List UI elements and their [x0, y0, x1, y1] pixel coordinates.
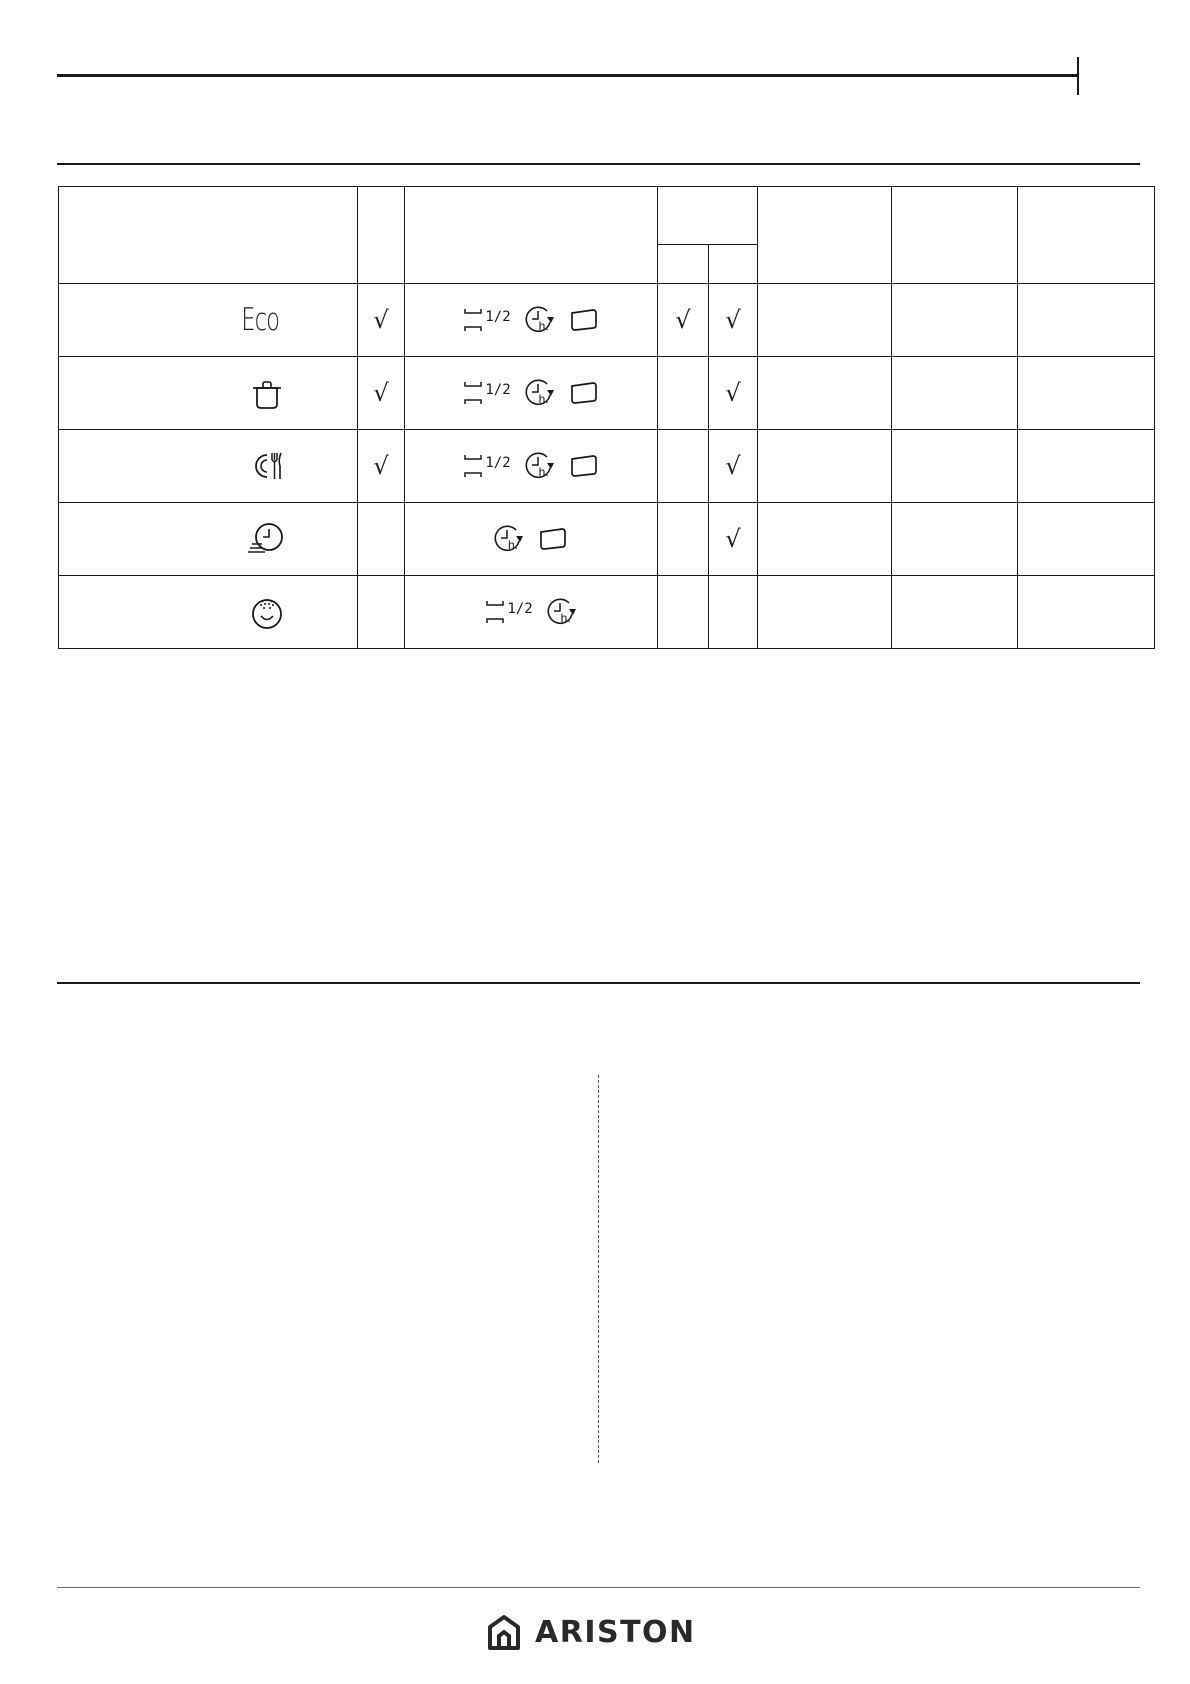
program-cell	[59, 430, 358, 503]
check-mark: √	[725, 525, 741, 553]
header-group	[658, 187, 758, 245]
options-cell	[405, 284, 658, 357]
check-mark: √	[725, 379, 741, 407]
section-rule-2	[57, 982, 1140, 984]
program-row-prewash	[59, 576, 1155, 649]
program-cell	[59, 284, 358, 357]
col8-cell	[1018, 357, 1155, 430]
header-sub2	[709, 245, 758, 284]
header-program	[59, 187, 358, 284]
delay-text: h.	[560, 611, 571, 625]
brand-logo	[487, 1614, 696, 1650]
sub2-cell	[709, 503, 758, 576]
col6-cell	[758, 284, 892, 357]
delay-text: h.	[538, 465, 549, 479]
half-load-rack-icon	[463, 453, 483, 479]
tablet-shape-icon	[569, 308, 599, 332]
program-cell	[59, 503, 358, 576]
programs-table-body	[59, 284, 1155, 649]
options-cell	[405, 430, 658, 503]
tablet-shape-icon	[569, 454, 599, 478]
delay-text: h.	[538, 392, 549, 406]
program-cell	[59, 357, 358, 430]
options-cell	[405, 576, 658, 649]
program-cell	[59, 576, 358, 649]
sub2-cell	[709, 284, 758, 357]
sub1-cell	[658, 357, 709, 430]
delay-text: h.	[508, 538, 519, 552]
half-load-icon	[463, 380, 510, 406]
col8-cell	[1018, 503, 1155, 576]
col6-cell	[758, 430, 892, 503]
tablet-icon	[569, 381, 599, 405]
col2-cell	[358, 430, 405, 503]
col8-cell	[1018, 430, 1155, 503]
delay-timer-icon	[525, 305, 555, 335]
col7-cell	[892, 284, 1018, 357]
check-mark: √	[373, 306, 389, 334]
half-load-icon	[463, 453, 510, 479]
program-row-intensive	[59, 357, 1155, 430]
prewash-icon	[247, 592, 287, 632]
programs-table	[58, 186, 1155, 649]
check-mark: √	[725, 306, 741, 334]
half-load-text: 1/2	[507, 601, 533, 617]
options-cell	[405, 357, 658, 430]
footer-rule	[57, 1587, 1140, 1588]
sub2-cell	[709, 357, 758, 430]
pot-icon	[247, 373, 287, 413]
col7-cell	[892, 503, 1018, 576]
col7-cell	[892, 576, 1018, 649]
tablet-icon	[538, 527, 568, 551]
sub1-cell	[658, 284, 709, 357]
header-col2	[358, 187, 405, 284]
col2-cell	[358, 576, 405, 649]
house-logo-icon	[487, 1614, 521, 1650]
eco-label-icon: Eco	[241, 302, 280, 338]
program-row-eco	[59, 284, 1155, 357]
check-mark: √	[675, 306, 691, 334]
col8-cell	[1018, 576, 1155, 649]
check-mark: √	[373, 379, 389, 407]
half-load-text: 1/2	[485, 309, 511, 325]
column-divider	[598, 1075, 599, 1463]
header-options	[405, 187, 658, 284]
half-load-text: 1/2	[485, 455, 511, 471]
tablet-shape-icon	[569, 381, 599, 405]
half-load-icon	[463, 307, 510, 333]
header-col8	[1018, 187, 1155, 284]
col2-cell	[358, 503, 405, 576]
col7-cell	[892, 357, 1018, 430]
tablet-shape-icon	[538, 527, 568, 551]
program-row-fast	[59, 503, 1155, 576]
delay-timer-icon	[525, 378, 555, 408]
check-mark: √	[373, 452, 389, 480]
col7-cell	[892, 430, 1018, 503]
plate-cutlery-icon	[247, 446, 287, 486]
col6-cell	[758, 576, 892, 649]
section-rule-1	[57, 163, 1140, 165]
half-load-text: 1/2	[485, 382, 511, 398]
half-load-rack-icon	[463, 380, 483, 406]
top-rule-tick	[1077, 57, 1079, 95]
program-row-normal	[59, 430, 1155, 503]
top-rule	[57, 74, 1077, 77]
brand-name: ARISTON	[535, 1614, 696, 1650]
sub1-cell	[658, 430, 709, 503]
options-cell	[405, 503, 658, 576]
header-col6	[758, 187, 892, 284]
half-load-icon	[485, 599, 532, 625]
half-load-rack-icon	[463, 307, 483, 333]
header-sub1	[658, 245, 709, 284]
col6-cell	[758, 357, 892, 430]
col2-cell	[358, 284, 405, 357]
col8-cell	[1018, 284, 1155, 357]
delay-timer-icon	[547, 597, 577, 627]
delay-timer-icon	[494, 524, 524, 554]
half-load-rack-icon	[485, 599, 505, 625]
delay-timer-icon	[525, 451, 555, 481]
tablet-icon	[569, 308, 599, 332]
sub1-cell	[658, 576, 709, 649]
sub2-cell	[709, 430, 758, 503]
check-mark: √	[725, 452, 741, 480]
sub2-cell	[709, 576, 758, 649]
col2-cell	[358, 357, 405, 430]
header-col7	[892, 187, 1018, 284]
col6-cell	[758, 503, 892, 576]
sub1-cell	[658, 503, 709, 576]
tablet-icon	[569, 454, 599, 478]
fast-clock-icon	[245, 519, 287, 559]
delay-text: h.	[538, 319, 549, 333]
